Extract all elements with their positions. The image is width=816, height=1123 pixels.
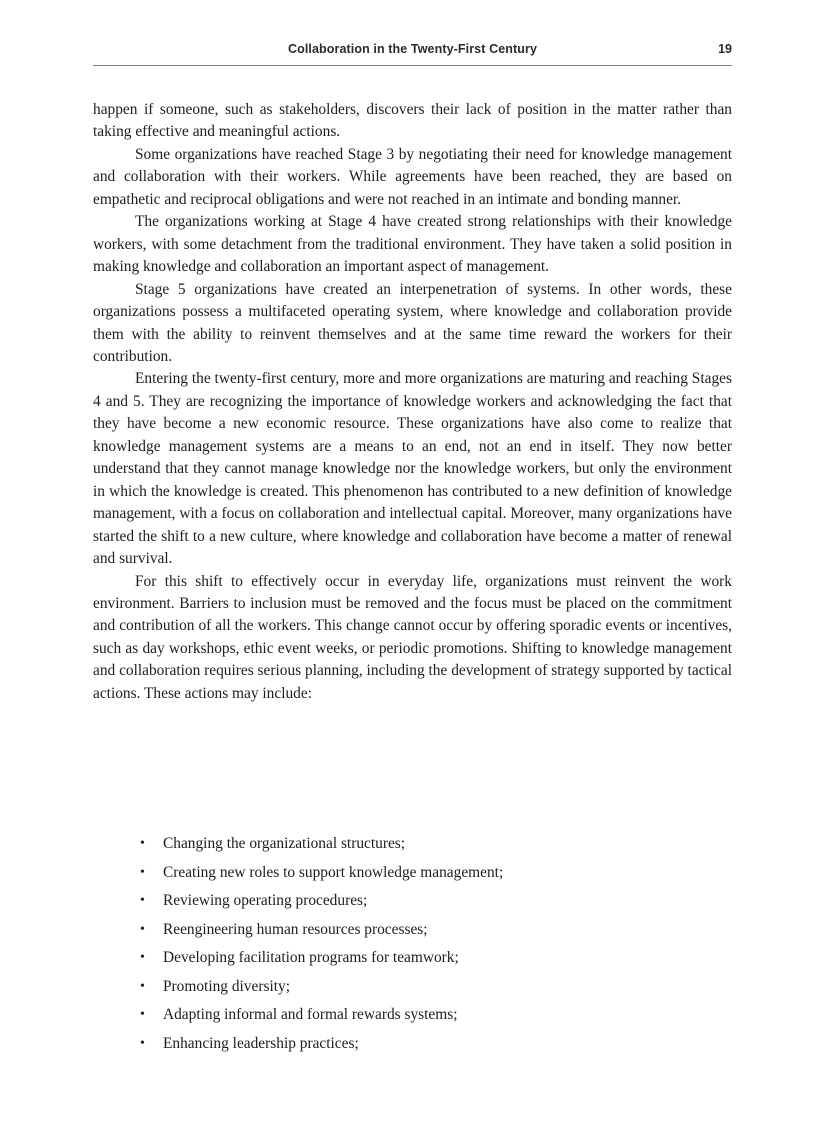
list-item	[93, 1030, 732, 1059]
list-item	[93, 859, 732, 888]
list-item-label: Promoting diversity;	[163, 977, 290, 995]
bullet-icon: •	[140, 864, 145, 880]
list-item-label: Enhancing leadership practices;	[163, 1034, 359, 1052]
header-divider-rule	[93, 65, 732, 66]
paragraph: happen if someone, such as stakeholders, discovers their lack of position in the matter rather than taking effective and meaningful actions.	[93, 101, 732, 141]
list-item-label: Changing the organizational structures;	[163, 835, 406, 852]
paragraph: For this shift to effectively occur in everyday life, organizations must reinvent the work environment. Barriers to inclusion must be removed and the focus must be placed on the commitment and contribution of all the workers. This change cannot occur by offering sporadic events or incentives, such as day workshops, ethic event weeks, or periodic promotions. Shifting to knowledge management and collaboration requires serious planning, including the development of strategy supported by tactical actions. These actions may include:	[93, 572, 732, 702]
running-head-title: Collaboration in the Twenty-First Century	[287, 42, 537, 56]
page-number: 19	[718, 42, 732, 56]
list-item-label: Developing facilitation programs for teamwork;	[163, 949, 459, 966]
bullet-icon: •	[140, 1007, 145, 1022]
bullet-icon: •	[140, 950, 145, 965]
paragraph: Entering the twenty-first century, more and more organizations are maturing and reaching Stages 4 and 5. They are recognizing the importance of knowledge workers and acknowledging the fact that they have become a new economic resource. These organizations have also come to realize that knowledge management systems are a means to an end, not an end in itself. They now better understand that they cannot manage knowledge nor the knowledge workers, but only the environment in which the knowledge is created. This phenomenon has contributed to a new definition of knowledge management, with a focus on collaboration and intellectual capital. Moreover, many organizations have started the shift to a new culture, where knowledge and collaboration have become a matter of renewal and survival.	[93, 370, 732, 568]
paragraph: The organizations working at Stage 4 have created strong relationships with their knowledge workers, with some detachment from the traditional environment. They have taken a solid position in making knowledge and collaboration an important aspect of management.	[93, 213, 732, 276]
body-text-column	[93, 99, 732, 705]
bullet-icon: •	[140, 1035, 145, 1051]
paragraph: Some organizations have reached Stage 3 by negotiating their need for knowledge management and collaboration with their workers. While agreements have been reached, they are based on empathetic and reciprocal obligations and were not reached in an intimate and bonding manner.	[93, 145, 732, 208]
list-item	[93, 830, 732, 859]
paragraph: Stage 5 organizations have created an interpenetration of systems. In other words, these organizations possess a multifaceted operating system, where knowledge and collaboration provide them with the ability to reinvent themselves and at the same time reward the workers for their contribution.	[93, 280, 732, 365]
list-item	[93, 1001, 732, 1030]
action-bullet-list	[93, 830, 732, 1058]
list-item-label: Adapting informal and formal rewards systems;	[163, 1006, 458, 1023]
list-item	[93, 887, 732, 916]
list-item-label: Reengineering human resources processes;	[163, 920, 428, 938]
bullet-icon: •	[140, 978, 145, 994]
list-item-label: Creating new roles to support knowledge management;	[163, 863, 504, 881]
bullet-icon: •	[140, 893, 145, 908]
running-head	[93, 42, 732, 56]
bullet-icon: •	[140, 836, 145, 851]
list-item	[93, 916, 732, 945]
list-item	[93, 973, 732, 1002]
bullet-icon: •	[140, 921, 145, 937]
list-item	[93, 944, 732, 973]
list-item-label: Reviewing operating procedures;	[163, 892, 368, 909]
